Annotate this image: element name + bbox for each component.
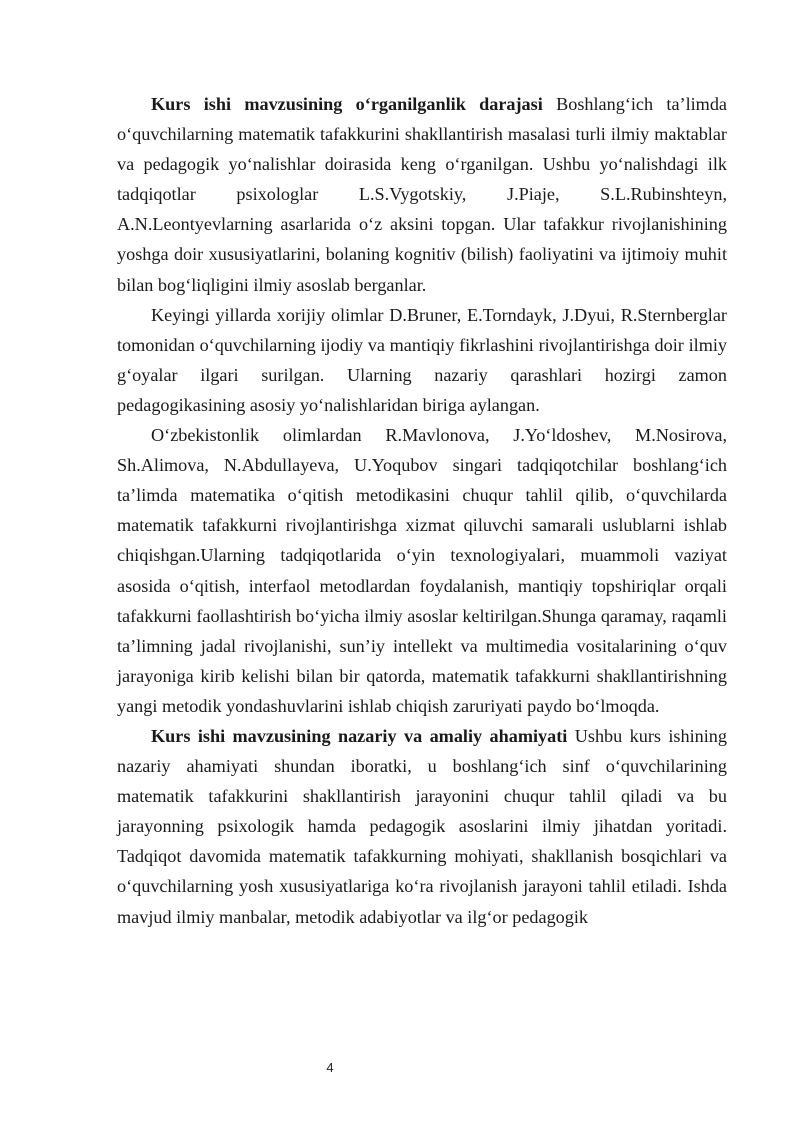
paragraph-foreign-scholars (117, 300, 727, 420)
paragraph-research-level (117, 89, 727, 300)
paragraph-uzbek-scholars (117, 420, 727, 721)
paragraph-text: Ushbu kurs ishining nazariy ahamiyati shundan iboratki, u boshlang‘ich sinf o‘quvchilarining matematik tafakkurini shakllantirish jarayonini chuqur tahlil qiladi va bu jarayonning psixologik hamda pedagogik asoslarini ilmiy jihatdan yoritadi. Tadqiqot davomida matematik tafakkurning mohiyati, shakllanish bosqichlari va o‘quvchilarning yosh xususiyatlariga ko‘ra rivojlanish jarayoni tahlil etiladi. Ishda mavjud ilmiy manbalar, metodik adabiyotlar va ilg‘or pedagogik (117, 725, 727, 927)
document-page (117, 89, 727, 932)
paragraph-heading: Kurs ishi mavzusining o‘rganilganlik darajasi (151, 94, 543, 114)
paragraph-text: Keyingi yillarda xorijiy olimlar D.Bruner, E.Torndayk, J.Dyui, R.Sternberglar tomonidan o‘quvchilarning ijodiy va mantiqiy fikrlashini rivojlantirishga doir ilmiy g‘oyalar ilgari surilgan. Ularning nazariy qarashlari hozirgi zamon pedagogikasining asosiy yo‘nalishlaridan biriga aylangan. (117, 304, 727, 415)
paragraph-text: Boshlang‘ich ta’limda o‘quvchilarning matematik tafakkurini shakllantirish masalasi turli ilmiy maktablar va pedagogik yo‘nalishlar doirasida keng o‘rganilgan. Ushbu yo‘nalishdagi ilk tadqiqotlar psixologlar L.S.Vygotskiy, J.Piaje, S.L.Rubinshteyn, A.N.Leontyevlarning asarlarida o‘z aksini topgan. Ular tafakkur rivojlanishining yoshga doir xususiyatlarini, bolaning kognitiv (bilish) faoliyatini va ijtimoiy muhit bilan bog‘liqligini ilmiy asoslab berganlar. (117, 94, 727, 295)
paragraph-significance (117, 721, 727, 932)
page-number: 4 (326, 1060, 334, 1075)
paragraph-heading: Kurs ishi mavzusining nazariy va amaliy ahamiyati (151, 725, 568, 746)
paragraph-text: O‘zbekistonlik olimlardan R.Mavlonova, J.Yo‘ldoshev, M.Nosirova, Sh.Alimova, N.Abdullayeva, U.Yoqubov singari tadqiqotchilar boshlang‘ich ta’limda matematika o‘qitish metodikasini chuqur tahlil qilib, o‘quvchilarda matematik tafakkurni rivojlantirishga xizmat qiluvchi samarali uslublarni ishlab chiqishgan.Ularning tadqiqotlarida o‘yin texnologiyalari, muammoli vaziyat asosida o‘qitish, interfaol metodlardan foydalanish, mantiqiy topshiriqlar orqali tafakkurni faollashtirish bo‘yicha ilmiy asoslar keltirilgan.Shunga qaramay, raqamli ta’limning jadal rivojlanishi, sun’iy intellekt va multimedia vositalarining o‘quv jarayoniga kirib kelishi bilan bir qatorda, matematik tafakkurni shakllantirishning yangi metodik yondashuvlarini ishlab chiqish zaruriyati paydo bo‘lmoqda. (117, 425, 727, 716)
